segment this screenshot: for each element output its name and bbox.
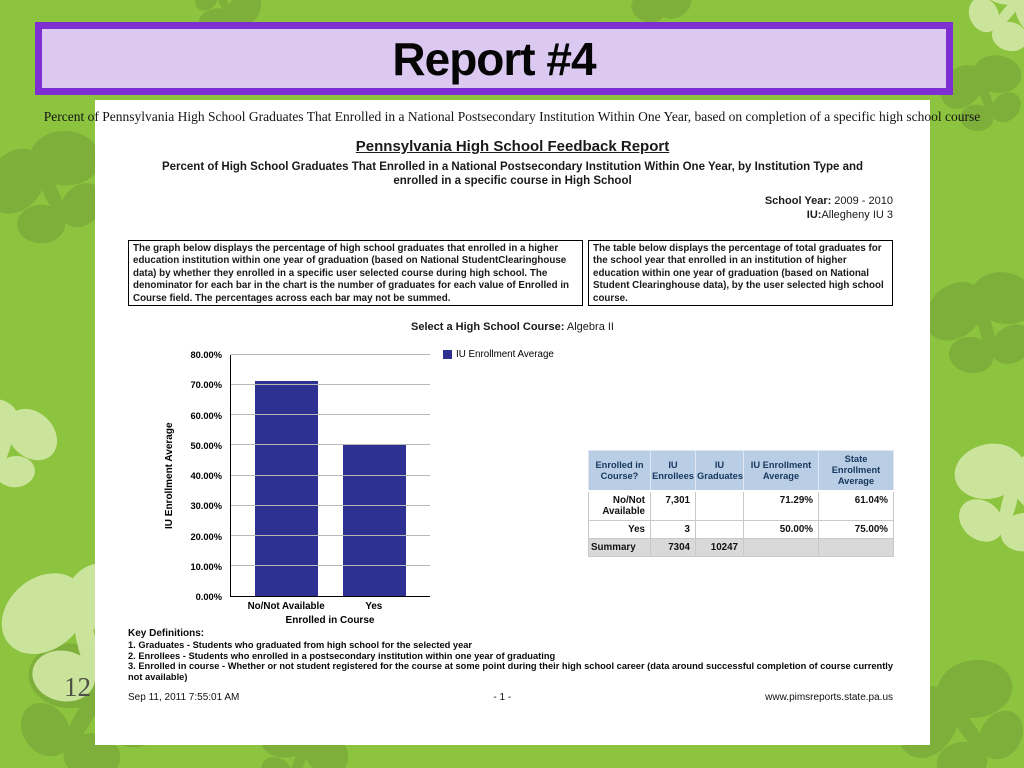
x-axis-title: Enrolled in Course bbox=[285, 615, 375, 626]
data-table bbox=[588, 450, 894, 557]
table-cell: 61.04% bbox=[819, 491, 894, 521]
gridline bbox=[231, 414, 430, 415]
x-tick-label: No/Not Available bbox=[247, 601, 325, 612]
table-header-cell: State Enrollment Average bbox=[819, 451, 894, 492]
bar-chart bbox=[160, 345, 580, 637]
plot-area bbox=[230, 355, 430, 597]
table-cell: 50.00% bbox=[744, 521, 819, 539]
footer-page-number: - 1 - bbox=[493, 692, 512, 703]
y-tick-label: 50.00% bbox=[190, 440, 222, 451]
slide-subtitle: Percent of Pennsylvania High School Graduates That Enrolled in a National Postsecondary Institution Within One Year, based on completion of a specific high school course bbox=[43, 109, 981, 124]
data-table-wrap bbox=[588, 450, 893, 557]
table-cell: 7304 bbox=[651, 539, 696, 557]
report-title: Pennsylvania High School Feedback Report bbox=[355, 138, 670, 155]
report-meta bbox=[765, 194, 893, 222]
iu-value: Allegheny IU 3 bbox=[821, 209, 893, 221]
legend bbox=[443, 349, 554, 360]
iu-label: IU: bbox=[806, 209, 822, 221]
table-cell: Yes bbox=[589, 521, 651, 539]
footer-datetime: Sep 11, 2011 7:55:01 AM bbox=[128, 692, 240, 703]
key-definitions bbox=[128, 628, 903, 682]
bar-1 bbox=[343, 445, 406, 596]
y-tick-label: 60.00% bbox=[190, 410, 222, 421]
table-cell: 71.29% bbox=[744, 491, 819, 521]
school-year-line bbox=[765, 194, 893, 208]
x-tick-label: Yes bbox=[365, 601, 383, 612]
bars-row bbox=[231, 355, 430, 596]
school-year-value: 2009 - 2010 bbox=[834, 195, 893, 207]
y-axis-title: IU Enrollment Average bbox=[164, 422, 175, 530]
y-tick-label: 80.00% bbox=[190, 350, 222, 360]
y-tick-label: 10.00% bbox=[190, 561, 222, 572]
school-year-label: School Year: bbox=[764, 195, 832, 207]
graph-description-box: The graph below displays the percentage of high school graduates that enrolled in a higher education institution within one year of graduation (based on National StudentClearinghouse data) by whether they enrolled in a specific user selected course during high school. The denominator for each bar in the chart is the number of graduates for each value of Enrolled in Course field. The percentages across each bar may not be summed. bbox=[128, 240, 583, 306]
slide-title: Report #4 bbox=[392, 32, 596, 85]
iu-line bbox=[765, 208, 893, 222]
table-body bbox=[589, 491, 894, 557]
y-tick-label: 30.00% bbox=[190, 501, 222, 512]
table-cell: No/Not Available bbox=[589, 491, 651, 521]
y-tick-label: 20.00% bbox=[190, 531, 222, 542]
report-panel bbox=[95, 100, 930, 745]
gridline bbox=[231, 565, 430, 566]
course-value: Algebra II bbox=[566, 321, 614, 333]
y-axis-ticks bbox=[174, 350, 226, 602]
gridline bbox=[231, 535, 430, 536]
table-row bbox=[589, 521, 894, 539]
report-subtitle: Percent of High School Graduates That Enrolled in a National Postsecondary Institution Within One Year, by Institution Type and enrolled in a specific course in High School bbox=[161, 161, 864, 187]
gridline bbox=[231, 505, 430, 506]
table-cell: 3 bbox=[651, 521, 696, 539]
table-summary-row bbox=[589, 539, 894, 557]
table-row bbox=[589, 491, 894, 521]
slide-title-box bbox=[35, 22, 953, 95]
table-cell bbox=[696, 521, 744, 539]
footer-url: www.pimsreports.state.pa.us bbox=[765, 692, 893, 703]
key-definition-item: 2. Enrollees - Students who enrolled in a postsecondary institution within one year of graduating bbox=[128, 650, 556, 661]
table-cell: 7,301 bbox=[651, 491, 696, 521]
table-cell bbox=[744, 539, 819, 557]
table-header-cell: Enrolled in Course? bbox=[589, 451, 651, 492]
gridline bbox=[231, 475, 430, 476]
course-selector-line bbox=[95, 321, 930, 333]
table-cell bbox=[819, 539, 894, 557]
x-axis-ticks bbox=[230, 601, 430, 612]
report-footer bbox=[128, 692, 893, 703]
gridline bbox=[231, 444, 430, 445]
course-label: Select a High School Course: bbox=[411, 321, 565, 333]
key-definitions-heading: Key Definitions: bbox=[128, 628, 205, 639]
key-definition-item: 3. Enrolled in course - Whether or not student registered for the course at some point during their high school career (data around successful completion of course currently not available) bbox=[128, 661, 894, 682]
y-tick-label: 40.00% bbox=[190, 471, 222, 481]
table-description-box: The table below displays the percentage of total graduates for the school year that enrolled in an institution of higher education within one year of graduation (based on National Student Clearinghouse data), by the user selected high school course. bbox=[588, 240, 893, 306]
y-tick-label: 0.00% bbox=[195, 592, 222, 602]
slide-page-number: 12 bbox=[64, 672, 91, 702]
table-cell: 75.00% bbox=[819, 521, 894, 539]
key-definitions-list bbox=[128, 640, 903, 682]
key-definition-item: 1. Graduates - Students who graduated from high school for the selected year bbox=[128, 640, 473, 650]
table-header-cell: IU Graduates bbox=[696, 451, 744, 492]
gridline bbox=[231, 354, 430, 355]
table-header-cell: IU Enrollees bbox=[651, 451, 696, 492]
legend-label: IU Enrollment Average bbox=[456, 349, 554, 360]
table-cell bbox=[696, 491, 744, 521]
y-tick-label: 70.00% bbox=[190, 380, 222, 391]
table-cell: 10247 bbox=[696, 539, 744, 557]
gridline bbox=[231, 384, 430, 385]
table-cell: Summary bbox=[589, 539, 651, 557]
table-header-cell: IU Enrollment Average bbox=[744, 451, 819, 492]
table-header-row bbox=[589, 451, 894, 492]
legend-swatch-icon bbox=[443, 350, 452, 359]
